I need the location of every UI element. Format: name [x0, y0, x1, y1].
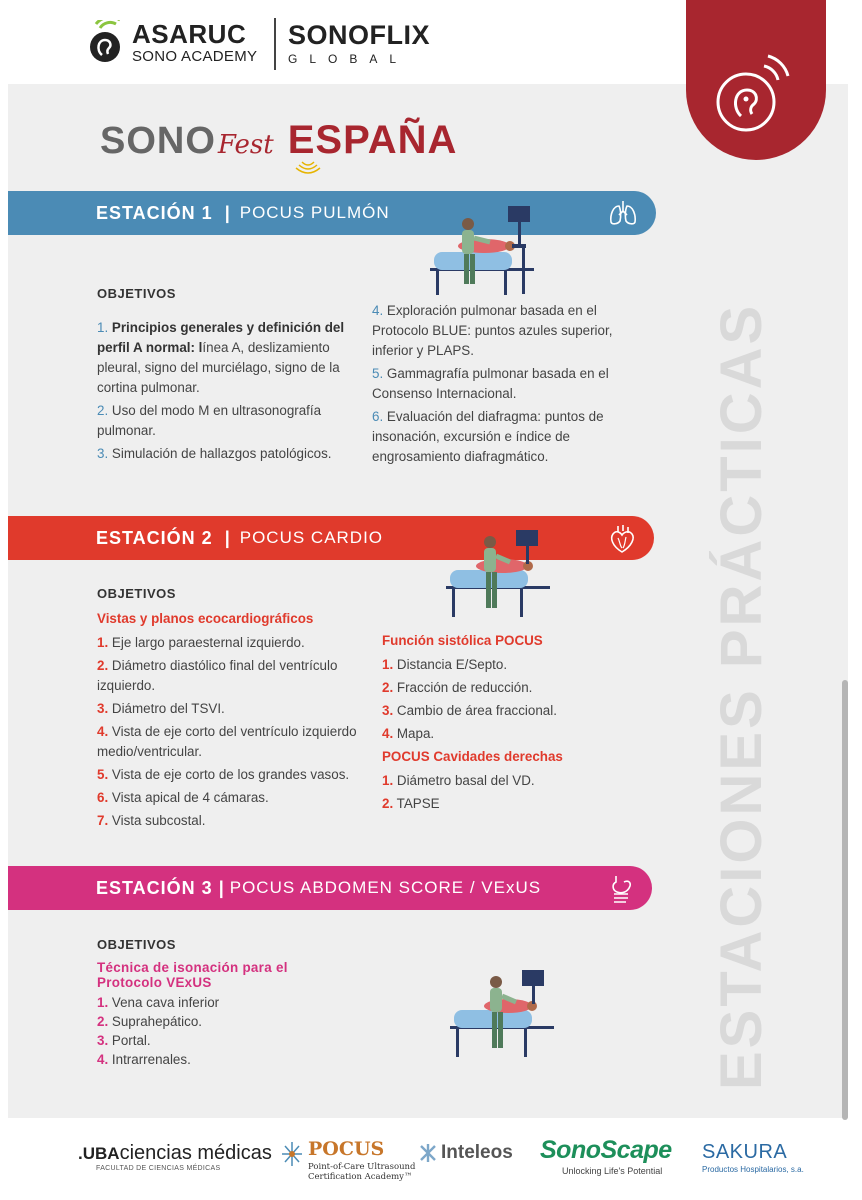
logo-divider: [274, 18, 276, 70]
station-2-header: [8, 516, 654, 560]
pocus-logo: [280, 1140, 415, 1182]
asaruc-ear-icon: [86, 20, 124, 64]
station-2-right-cavities-heading: POCUS Cavidades derechas: [382, 749, 563, 764]
list-item: [97, 811, 365, 831]
station-1-separator: |: [224, 202, 230, 223]
station-2-objectives-label: OBJETIVOS: [97, 586, 176, 601]
list-item: [382, 771, 622, 791]
station-3-separator: |: [218, 877, 224, 898]
list-item: [372, 364, 630, 404]
item-number: 2.: [382, 680, 394, 695]
item-number: 3.: [382, 703, 394, 718]
item-number: 2.: [382, 796, 394, 811]
stomach-icon: [608, 874, 634, 904]
title-sono: SONO: [100, 120, 216, 162]
item-text: Eje largo paraesternal izquierdo.: [111, 635, 305, 650]
list-item: [382, 678, 622, 698]
uba-rest-text: ciencias médicas: [119, 1142, 272, 1164]
uba-subtitle: FACULTAD DE CIENCIAS MÉDICAS: [96, 1165, 221, 1172]
station-1-left-column: [97, 284, 357, 467]
list-item: [97, 1012, 337, 1031]
list-item: [382, 701, 622, 721]
item-text: Exploración pulmonar basada en el Protocolo BLUE: puntos azules superior, inferior y PLAPS.: [372, 303, 613, 358]
station-2-separator: |: [224, 527, 230, 548]
heart-icon: [608, 524, 636, 554]
item-text: Vista de eje corto del ventrículo izquierdo medio/ventricular.: [97, 724, 357, 759]
poster-page: [8, 0, 848, 1200]
list-item: [97, 318, 357, 398]
inteleos-text: Inteleos: [441, 1142, 513, 1163]
list-item: [97, 722, 365, 762]
sonoflix-title: SONOFLIX: [288, 20, 431, 50]
list-item: [382, 724, 622, 744]
station-2-right-column: [382, 631, 622, 817]
pocus-subtitle-1: Point-of-Care Ultrasound: [308, 1162, 416, 1172]
item-text: Vista de eje corto de los grandes vasos.: [111, 767, 350, 782]
sakura-subtitle: Productos Hospitalarios, s.a.: [702, 1165, 804, 1174]
item-number: 5.: [372, 366, 384, 381]
item-number: 5.: [97, 767, 109, 782]
item-number: 7.: [97, 813, 109, 828]
item-text: Diámetro diastólico final del ventrículo izquierdo.: [97, 658, 338, 693]
pocus-title: POCUS: [308, 1138, 385, 1160]
item-number: 1.: [382, 657, 394, 672]
station-3-header: [8, 866, 652, 910]
item-number: 1.: [97, 635, 109, 650]
list-item: [382, 655, 622, 675]
item-number: 6.: [372, 409, 384, 424]
item-number: 2.: [97, 658, 109, 673]
item-number: 4.: [382, 726, 394, 741]
sakura-logo: [702, 1142, 804, 1174]
item-text: Suprahepático.: [111, 1014, 202, 1029]
sound-waves-icon: [294, 160, 322, 174]
item-text: ínea A, deslizamiento pleural, signo del murciélago, signo de la cortina pulmonar.: [97, 340, 340, 395]
item-number: 2.: [97, 1014, 109, 1029]
station-3-title: ESTACIÓN 3: [96, 877, 213, 898]
event-title: [100, 118, 457, 163]
item-number: 4.: [97, 724, 109, 739]
item-text: Mapa.: [396, 726, 435, 741]
list-item: [97, 1050, 337, 1069]
title-fest: Fest: [217, 130, 274, 160]
item-text: Diámetro del TSVI.: [111, 701, 225, 716]
list-item: [97, 401, 357, 441]
item-text: Distancia E/Septo.: [396, 657, 508, 672]
ultrasound-station-2-illustration: [440, 528, 550, 620]
item-number: 4.: [97, 1052, 109, 1067]
station-2-systolic-heading: Función sistólica POCUS: [382, 633, 543, 648]
inteleos-mark-icon: [418, 1143, 438, 1163]
station-1-subtitle: POCUS PULMÓN: [239, 203, 390, 222]
pocus-star-icon: [280, 1140, 304, 1168]
item-text: Intrarrenales.: [111, 1052, 191, 1067]
station-3-objectives-label: OBJETIVOS: [97, 937, 176, 952]
list-item: [97, 699, 365, 719]
station-2-subtitle: POCUS CARDIO: [239, 528, 384, 547]
sonoscape-tagline: Unlocking Life's Potential: [562, 1166, 663, 1176]
item-number: 6.: [97, 790, 109, 805]
sonoscape-logo: [540, 1138, 672, 1176]
item-text: Vista subcostal.: [111, 813, 206, 828]
station-3-column: [97, 935, 337, 1069]
inteleos-logo: [418, 1142, 513, 1164]
sonoflix-subtitle: GLOBAL: [288, 52, 409, 66]
station-1-objectives-label: OBJETIVOS: [97, 286, 176, 301]
item-text: Simulación de hallazgos patológicos.: [111, 446, 332, 461]
item-number: 3.: [97, 701, 109, 716]
scrollbar[interactable]: [842, 680, 848, 1120]
list-item: [97, 993, 337, 1012]
station-2-title: ESTACIÓN 2: [96, 527, 213, 548]
item-number: 3.: [97, 1033, 109, 1048]
station-1-header: [8, 191, 656, 235]
asaruc-subtitle: SONO ACADEMY: [132, 47, 258, 65]
ultrasound-station-3-illustration: [444, 964, 554, 1060]
station-1-right-column: [372, 301, 630, 470]
item-bold-text: Principios generales y definición del perfil A normal: l: [97, 320, 345, 355]
item-number: 3.: [97, 446, 109, 461]
item-number: 1.: [97, 995, 109, 1010]
uba-logo: [78, 1142, 272, 1172]
list-item: [372, 301, 630, 361]
pocus-subtitle-2: Certification Academy™: [308, 1172, 413, 1182]
asaruc-title: ASARUC: [132, 18, 247, 49]
item-text: Portal.: [111, 1033, 151, 1048]
sponsor-footer: [8, 1118, 848, 1200]
list-item: [97, 788, 365, 808]
ear-wave-icon: [712, 52, 802, 136]
item-text: Cambio de área fraccional.: [396, 703, 557, 718]
list-item: [382, 794, 622, 814]
item-number: 4.: [372, 303, 384, 318]
item-text: Evaluación del diafragma: puntos de insonación, excursión e índice de engrosamiento diafragmático.: [372, 409, 604, 464]
side-label: ESTACIONES PRÁCTICAS: [709, 302, 774, 1090]
item-text: Vista apical de 4 cámaras.: [111, 790, 269, 805]
list-item: [97, 656, 365, 696]
uba-main-text: .UBA: [78, 1144, 120, 1163]
item-text: TAPSE: [396, 796, 440, 811]
sonoscape-title: SonoScape: [540, 1136, 672, 1164]
station-1-title: ESTACIÓN 1: [96, 202, 213, 223]
item-number: 2.: [97, 403, 109, 418]
title-espana: ESPAÑA: [287, 118, 458, 162]
ear-badge: [686, 0, 826, 160]
item-number: 1.: [97, 320, 109, 335]
station-3-technique-heading: Técnica de isonación para el Protocolo VExUS: [97, 960, 288, 990]
list-item: [97, 633, 365, 653]
station-2-views-heading: Vistas y planos ecocardiográficos: [97, 611, 314, 626]
item-number: 1.: [382, 773, 394, 788]
item-text: Uso del modo M en ultrasonografía pulmonar.: [97, 403, 322, 438]
ultrasound-station-1-illustration: [424, 202, 534, 298]
item-text: Vena cava inferior: [111, 995, 220, 1010]
sonoflix-logo: [288, 22, 430, 65]
station-2-left-column: [97, 584, 365, 834]
list-item: [372, 407, 630, 467]
asaruc-logo: [86, 20, 257, 64]
list-item: [97, 1031, 337, 1050]
item-text: Diámetro basal del VD.: [396, 773, 535, 788]
item-text: Fracción de reducción.: [396, 680, 533, 695]
sakura-title: SAKURA: [702, 1141, 788, 1163]
list-item: [97, 765, 365, 785]
item-text: Gammagrafía pulmonar basada en el Consenso Internacional.: [372, 366, 609, 401]
station-3-subtitle: POCUS ABDOMEN SCORE / VExUS: [229, 878, 542, 897]
list-item: [97, 444, 357, 464]
lungs-icon: [608, 199, 638, 227]
